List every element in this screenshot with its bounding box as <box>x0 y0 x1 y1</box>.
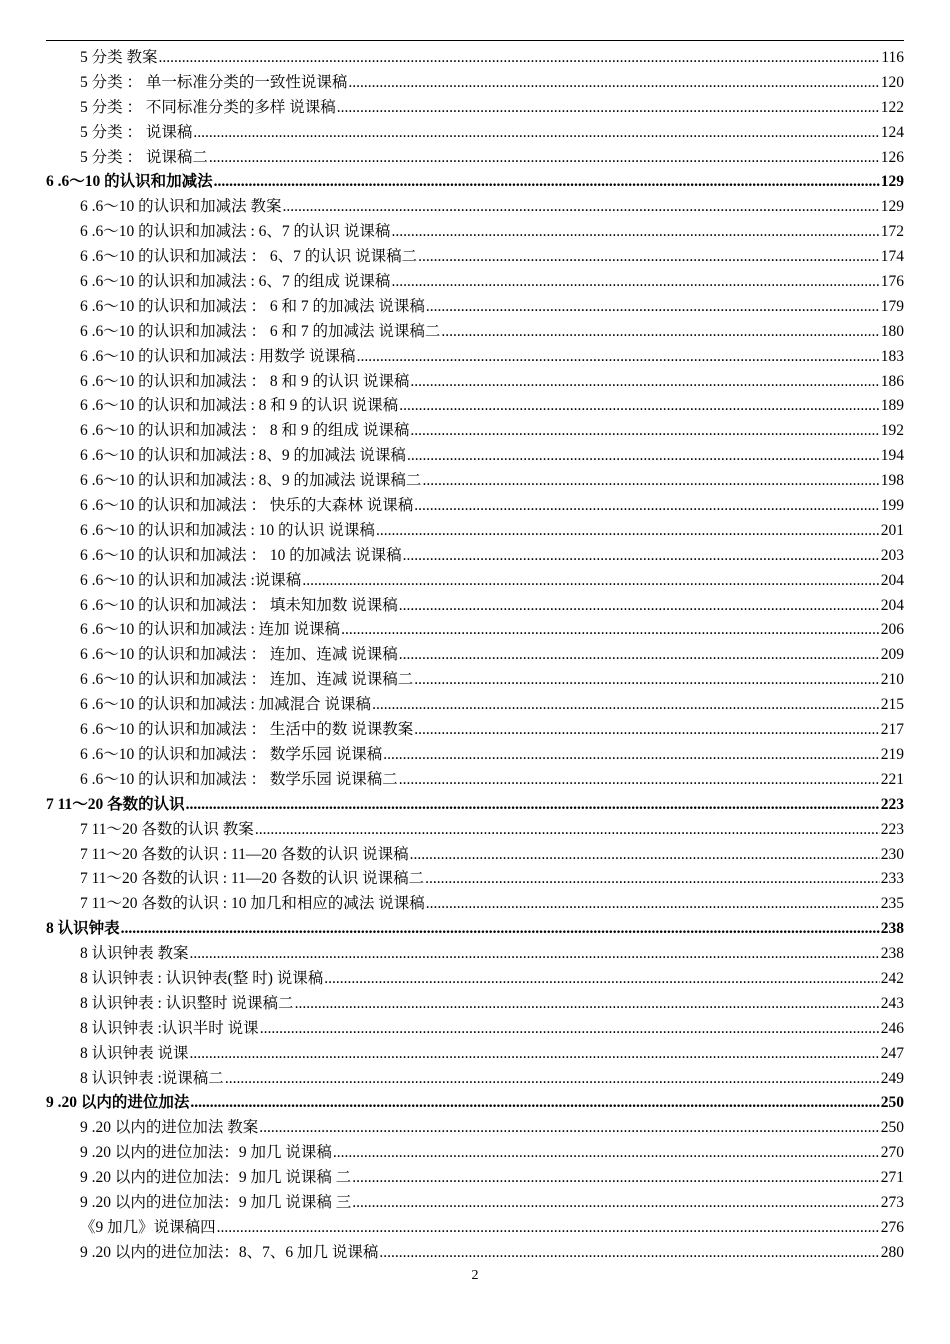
toc-dot-leader <box>399 643 880 668</box>
toc-entry-title: 9 .20 以内的进位加法 教案 <box>80 1119 259 1137</box>
toc-entry[interactable] <box>46 195 904 220</box>
toc-dot-leader <box>425 867 880 892</box>
toc-entry[interactable] <box>46 643 904 668</box>
toc-dot-leader <box>333 1141 880 1166</box>
toc-dot-leader <box>391 270 879 295</box>
toc-entry-page: 209 <box>880 646 904 664</box>
toc-entry[interactable] <box>46 1216 904 1241</box>
toc-dot-leader <box>410 370 879 395</box>
toc-entry[interactable] <box>46 594 904 619</box>
toc-dot-leader <box>190 1042 880 1067</box>
toc-entry[interactable] <box>46 1017 904 1042</box>
toc-entry-title: 9 .20 以内的进位加法：9 加几 说课稿 <box>80 1144 332 1162</box>
toc-entry-title: 6 .6～10 的认识和加减法 : 用数学 说课稿 <box>80 347 356 365</box>
toc-entry[interactable] <box>46 345 904 370</box>
toc-dot-leader <box>410 419 879 444</box>
toc-dot-leader <box>379 1241 879 1266</box>
toc-dot-leader <box>407 444 880 469</box>
toc-dot-leader <box>352 1166 879 1191</box>
toc-entry-page: 223 <box>880 820 904 838</box>
toc-entry-title: 6 .6～10 的认识和加减法 ： 连加、连减 说课稿 <box>80 646 398 664</box>
toc-entry-page: 246 <box>880 1019 904 1037</box>
toc-entry[interactable] <box>46 1166 904 1191</box>
toc-dot-leader <box>414 668 879 693</box>
toc-entry-page: 217 <box>880 721 904 739</box>
toc-entry[interactable] <box>46 992 904 1017</box>
toc-dot-leader <box>372 693 880 718</box>
toc-entry-title: 8 认识钟表 说课 <box>80 1044 189 1062</box>
toc-entry-title: 5 分类 ： 说课稿二 <box>80 148 208 166</box>
toc-entry[interactable] <box>46 1141 904 1166</box>
toc-entry-page: 122 <box>880 98 904 116</box>
toc-dot-leader <box>121 917 880 942</box>
toc-entry-title: 5 分类 ： 单一标准分类的一致性说课稿 <box>80 73 348 91</box>
toc-entry-page: 276 <box>880 1218 904 1236</box>
toc-entry-page: 183 <box>880 347 904 365</box>
toc-entry[interactable] <box>46 1116 904 1141</box>
toc-dot-leader <box>283 195 880 220</box>
toc-entry-title: 7 11～20 各数的认识 教案 <box>80 820 254 838</box>
toc-entry[interactable] <box>46 1191 904 1216</box>
toc-dot-leader <box>410 843 880 868</box>
toc-entry-page: 199 <box>880 497 904 515</box>
toc-dot-leader <box>186 793 880 818</box>
toc-entry[interactable] <box>46 867 904 892</box>
header-rule <box>46 40 904 41</box>
toc-entry-page: 206 <box>880 621 904 639</box>
toc-entry[interactable] <box>46 569 904 594</box>
toc-entry[interactable] <box>46 71 904 96</box>
toc-entry-title: 6 .6～10 的认识和加减法 : 6、7 的组成 说课稿 <box>80 273 391 291</box>
toc-entry[interactable] <box>46 544 904 569</box>
toc-entry-title: 8 认识钟表 教案 <box>80 945 189 963</box>
toc-entry-title: 《9 加几》说课稿四 <box>80 1218 216 1236</box>
toc-entry-page: 204 <box>880 596 904 614</box>
toc-entry-page: 238 <box>880 945 904 963</box>
toc-entry-page: 280 <box>880 1243 904 1261</box>
toc-entry[interactable] <box>46 519 904 544</box>
toc-entry[interactable] <box>46 768 904 793</box>
toc-entry-title: 6 .6～10 的认识和加减法 : 10 的认识 说课稿 <box>80 521 375 539</box>
toc-entry-title: 6 .6～10 的认识和加减法 :说课稿 <box>80 571 302 589</box>
toc-entry-title: 6 .6～10 的认识和加减法 : 8、9 的加减法 说课稿二 <box>80 472 422 490</box>
toc-entry-title: 7 11～20 各数的认识 : 11—20 各数的认识 说课稿 <box>80 845 409 863</box>
toc-entry-title: 5 分类 ： 不同标准分类的多样 说课稿 <box>80 98 336 116</box>
toc-entry-title: 6 .6～10 的认识和加减法 ： 生活中的数 说课教案 <box>80 721 414 739</box>
toc-dot-leader <box>324 967 879 992</box>
toc-entry[interactable] <box>46 942 904 967</box>
toc-entry[interactable] <box>46 444 904 469</box>
toc-entry-title: 9 .20 以内的进位加法：9 加几 说课稿 三 <box>80 1193 352 1211</box>
toc-dot-leader <box>376 519 880 544</box>
toc-entry-title: 5 分类 教案 <box>80 49 158 66</box>
toc-entry[interactable] <box>46 668 904 693</box>
toc-entry-page: 271 <box>880 1169 904 1187</box>
toc-entry-page: 242 <box>880 969 904 987</box>
toc-entry-title: 6 .6～10 的认识和加减法 ： 10 的加减法 说课稿 <box>80 546 402 564</box>
toc-entry[interactable] <box>46 295 904 320</box>
toc-dot-leader <box>295 992 880 1017</box>
toc-entry-page: 223 <box>880 795 904 813</box>
toc-entry-title: 8 认识钟表 :认识半时 说课 <box>80 1019 259 1037</box>
toc-dot-leader <box>399 768 880 793</box>
toc-entry-page: 250 <box>880 1094 904 1112</box>
toc-entry-title: 6 .6～10 的认识和加减法 ： 6、7 的认识 说课稿二 <box>80 248 418 266</box>
toc-dot-leader <box>159 46 881 71</box>
toc-entry-title: 6 .6～10 的认识和加减法 ： 6 和 7 的加减法 说课稿 <box>80 297 425 315</box>
toc-dot-leader <box>352 1191 879 1216</box>
toc-entry-title: 6 .6～10 的认识和加减法 ： 快乐的大森林 说课稿 <box>80 497 414 515</box>
toc-dot-leader <box>217 1216 880 1241</box>
toc-entry-page: 235 <box>880 895 904 913</box>
toc-dot-leader <box>357 345 880 370</box>
toc-entry[interactable] <box>46 693 904 718</box>
toc-entry[interactable] <box>46 618 904 643</box>
toc-dot-leader <box>193 121 879 146</box>
toc-entry[interactable] <box>46 469 904 494</box>
toc-entry-title: 8 认识钟表 : 认识钟表(整 时) 说课稿 <box>80 969 324 987</box>
toc-dot-leader <box>426 892 880 917</box>
toc-entry[interactable] <box>46 1241 904 1266</box>
toc-entry-page: 174 <box>880 248 904 266</box>
toc-dot-leader <box>399 394 880 419</box>
toc-dot-leader <box>214 170 880 195</box>
toc-dot-leader <box>441 320 879 345</box>
toc-entry-page: 180 <box>880 322 904 340</box>
toc-entry-page: 273 <box>880 1193 904 1211</box>
toc-entry[interactable] <box>46 370 904 395</box>
toc-entry-title: 6 .6～10 的认识和加减法 ： 数学乐园 说课稿 <box>80 745 383 763</box>
toc-entry[interactable] <box>46 394 904 419</box>
toc-entry-title: 8 认识钟表 : 认识整时 说课稿二 <box>80 994 294 1012</box>
toc-entry-page: 192 <box>880 422 904 440</box>
toc-entry-title: 8 认识钟表 <box>46 920 120 938</box>
toc-entry-page: 176 <box>880 273 904 291</box>
toc-entry[interactable] <box>46 843 904 868</box>
toc-entry-title: 6 .6～10 的认识和加减法 ： 8 和 9 的认识 说课稿 <box>80 372 410 390</box>
toc-entry[interactable] <box>46 46 904 71</box>
toc-chapter-entry[interactable] <box>46 1091 904 1116</box>
toc-dot-leader <box>414 494 879 519</box>
toc-entry-title: 6 .6～10 的认识和加减法 : 8 和 9 的认识 说课稿 <box>80 397 399 415</box>
toc-entry-title: 9 .20 以内的进位加法：9 加几 说课稿 二 <box>80 1169 352 1187</box>
toc-entry-page: 243 <box>880 994 904 1012</box>
toc-dot-leader <box>190 942 880 967</box>
toc-entry[interactable] <box>46 494 904 519</box>
toc-entry-title: 6 .6～10 的认识和加减法 : 连加 说课稿 <box>80 621 341 639</box>
toc-entry-page: 189 <box>880 397 904 415</box>
toc-dot-leader <box>426 295 880 320</box>
toc-dot-leader <box>383 743 879 768</box>
toc-entry-page: 124 <box>880 123 904 141</box>
toc-entry[interactable] <box>46 892 904 917</box>
toc-entry-title: 6 .6～10 的认识和加减法 ： 数学乐园 说课稿二 <box>80 770 398 788</box>
toc-entry-page: 126 <box>880 148 904 166</box>
toc-entry-page: 201 <box>880 521 904 539</box>
toc-entry-page: 129 <box>880 173 904 191</box>
toc-entry-page: 247 <box>880 1044 904 1062</box>
toc-entry[interactable] <box>46 419 904 444</box>
toc-dot-leader <box>414 718 879 743</box>
toc-entry-page: 249 <box>880 1069 904 1087</box>
toc-entry-page: 203 <box>880 546 904 564</box>
toc-entry-page: 172 <box>880 223 904 241</box>
toc-entry[interactable] <box>46 743 904 768</box>
toc-entry[interactable] <box>46 220 904 245</box>
toc-entry-page: 179 <box>880 297 904 315</box>
toc-entry-page: 219 <box>880 745 904 763</box>
toc-dot-leader <box>255 818 880 843</box>
toc-chapter-entry[interactable] <box>46 170 904 195</box>
toc-entry-page: 204 <box>880 571 904 589</box>
toc-entry-page: 186 <box>880 372 904 390</box>
toc-chapter-entry[interactable] <box>46 917 904 942</box>
toc-entry-title: 6 .6～10 的认识和加减法 ： 6 和 7 的加减法 说课稿二 <box>80 322 441 340</box>
toc-entry-page: 194 <box>880 447 904 465</box>
toc-entry-title: 7 11～20 各数的认识 : 11—20 各数的认识 说课稿二 <box>80 870 425 888</box>
toc-entry-title: 7 11～20 各数的认识 <box>46 795 185 813</box>
toc-dot-leader <box>341 618 880 643</box>
toc-entry[interactable] <box>46 1042 904 1067</box>
toc-entry-page: 210 <box>880 671 904 689</box>
toc-entry-title: 6 .6～10 的认识和加减法 : 8、9 的加减法 说课稿 <box>80 447 406 465</box>
toc-entry-title: 6 .6～10 的认识和加减法 ： 填未知加数 说课稿 <box>80 596 398 614</box>
toc-dot-leader <box>302 569 879 594</box>
toc-entry-page: 120 <box>880 73 904 91</box>
toc-entry-title: 9 .20 以内的进位加法：8、7、6 加几 说课稿 <box>80 1243 379 1261</box>
toc-dot-leader <box>399 594 880 619</box>
toc-entry[interactable] <box>46 245 904 270</box>
toc-dot-leader <box>190 1091 879 1116</box>
toc-entry[interactable] <box>46 967 904 992</box>
toc-entry[interactable] <box>46 121 904 146</box>
toc-dot-leader <box>225 1067 880 1092</box>
toc-entry-page: 233 <box>880 870 904 888</box>
page-number: 2 <box>471 1268 479 1283</box>
toc-entry-title: 6 .6～10 的认识和加减法 <box>46 173 213 191</box>
toc-entry-page: 221 <box>880 770 904 788</box>
toc-entry-page: 270 <box>880 1144 904 1162</box>
toc-entry-title: 5 分类 ： 说课稿 <box>80 123 193 141</box>
toc-entry-page: 238 <box>880 920 904 938</box>
toc-entry-page: 129 <box>880 198 904 216</box>
toc-entry-page: 116 <box>881 49 904 66</box>
toc-entry[interactable] <box>46 718 904 743</box>
toc-entry[interactable] <box>46 818 904 843</box>
toc-entry[interactable] <box>46 320 904 345</box>
toc-entry-title: 6 .6～10 的认识和加减法 : 加减混合 说课稿 <box>80 696 372 714</box>
toc-entry[interactable] <box>46 146 904 171</box>
toc-entry-title: 6 .6～10 的认识和加减法 教案 <box>80 198 282 216</box>
toc-entry-page: 250 <box>880 1119 904 1137</box>
toc-dot-leader <box>260 1017 880 1042</box>
toc-entry-title: 8 认识钟表 :说课稿二 <box>80 1069 224 1087</box>
toc-dot-leader <box>259 1116 879 1141</box>
toc-entry-title: 9 .20 以内的进位加法 <box>46 1094 190 1112</box>
toc-dot-leader <box>422 469 879 494</box>
toc-dot-leader <box>391 220 879 245</box>
toc-entry-title: 6 .6～10 的认识和加减法 ： 连加、连减 说课稿二 <box>80 671 414 689</box>
table-of-contents <box>46 46 904 1266</box>
toc-entry[interactable] <box>46 270 904 295</box>
toc-entry-page: 230 <box>880 845 904 863</box>
toc-dot-leader <box>209 146 880 171</box>
toc-dot-leader <box>403 544 880 569</box>
toc-dot-leader <box>418 245 880 270</box>
toc-entry[interactable] <box>46 96 904 121</box>
toc-entry-page: 198 <box>880 472 904 490</box>
toc-chapter-entry[interactable] <box>46 793 904 818</box>
toc-entry-title: 6 .6～10 的认识和加减法 : 6、7 的认识 说课稿 <box>80 223 391 241</box>
toc-entry-page: 215 <box>880 696 904 714</box>
toc-entry-title: 7 11～20 各数的认识 : 10 加几和相应的减法 说课稿 <box>80 895 425 913</box>
toc-entry-title: 6 .6～10 的认识和加减法 ： 8 和 9 的组成 说课稿 <box>80 422 410 440</box>
toc-entry[interactable] <box>46 1067 904 1092</box>
toc-dot-leader <box>337 96 880 121</box>
toc-dot-leader <box>348 71 879 96</box>
